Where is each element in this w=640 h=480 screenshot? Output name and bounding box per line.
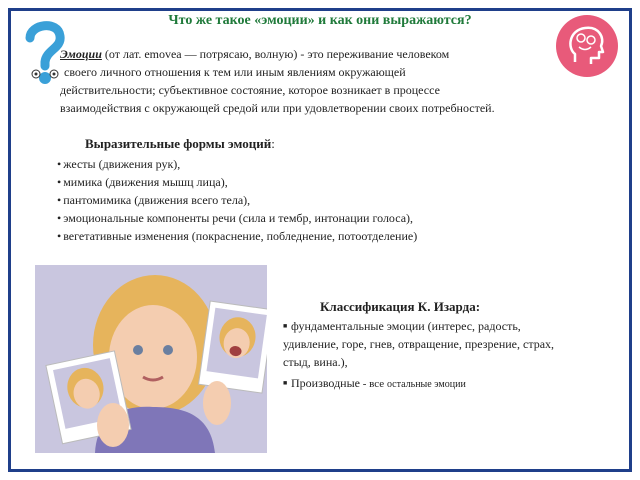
definition-line-1 (60, 45, 600, 63)
forms-heading-text: Выразительные формы эмоций (85, 136, 272, 151)
forms-item: • пантомимика (движения всего тела), (57, 191, 577, 209)
forms-list (57, 155, 577, 245)
izard-item-line: ■ фундаментальные эмоции (интерес, радость, (291, 319, 521, 333)
izard-item-line: стыд, вина.), (283, 355, 348, 369)
definition (60, 45, 600, 117)
forms-item: • эмоциональные компоненты речи (сила и тембр, интонации голоса), (57, 209, 577, 227)
forms-heading-colon: : (271, 136, 275, 151)
forms-item: • мимика (движения мышц лица), (57, 173, 577, 191)
forms-item: • жесты (движения рук), (57, 155, 577, 173)
izard-derived-main: Производные (291, 376, 360, 390)
izard-item-fundamental (283, 317, 613, 371)
definition-line-3: действительности; субъективное состояние, которое возникает в процессе (60, 83, 440, 97)
izard-heading: Классификация К. Изарда: (320, 299, 481, 314)
izard-list (283, 317, 613, 394)
child-with-photos-image (35, 265, 267, 453)
forms-heading (85, 136, 275, 152)
forms-item: • вегетативные изменения (покраснение, побледнение, потоотделение) (57, 227, 577, 245)
definition-text-1: (от лат. emovea — потрясаю, волную) - это переживание человеком (101, 47, 450, 61)
izard-derived-dash: - все (359, 378, 387, 390)
izard-item-line: удивление, горе, гнев, отвращение, презрение, страх, (283, 337, 555, 351)
definition-line-2: своего личного отношения к тем или иным явлениям окружающей (64, 65, 406, 79)
slide-title: Что же такое «эмоции» и как они выражаются? (168, 13, 472, 28)
definition-line-4: взаимодействия с окружающей средой или при удовлетворении своих потребностей. (60, 101, 495, 115)
definition-term: Эмоции (60, 47, 102, 61)
izard-item-derived (283, 374, 613, 394)
izard-derived-small: остальные эмоции (386, 379, 466, 390)
